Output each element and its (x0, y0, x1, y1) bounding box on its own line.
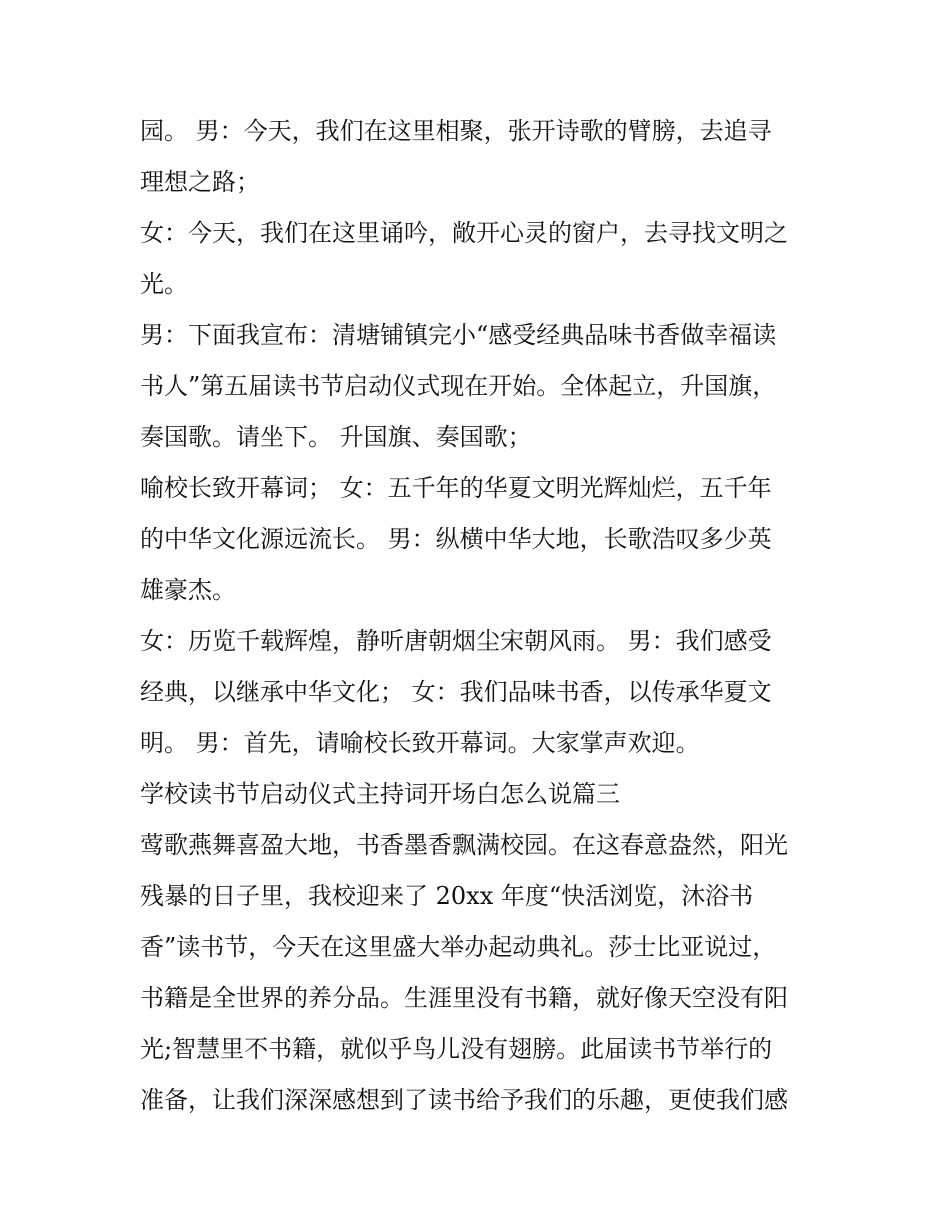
text-line: 书人”第五届读书节启动仪式现在开始。全体起立，升国旗， (140, 372, 777, 400)
text-line: 残暴的日子里，我校迎来了 20xx 年度“快活浏览，沐浴书 (140, 882, 754, 910)
text-line: 香”读书节，今天在这里盛大举办起动典礼。莎士比亚说过， (140, 933, 777, 961)
text-line: 明。 男：首先，请喻校长致开幕词。大家掌声欢迎。 (140, 729, 700, 757)
text-line: 女：今天，我们在这里诵吟，敞开心灵的窗户，去寻找文明之 (140, 219, 788, 247)
text-line: 园。 男：今天，我们在这里相聚，张开诗歌的臂膀，去追寻 (140, 117, 772, 145)
text-line: 经典，以继承中华文化； 女：我们品味书香，以传承华夏文 (140, 678, 772, 706)
text-line: 男：下面我宣布：清塘铺镇完小“感受经典品味书香做幸福读 (140, 321, 777, 349)
text-line: 准备，让我们深深感想到了读书给予我们的乐趣，更使我们感 (140, 1086, 788, 1114)
text-line: 光。 (140, 270, 188, 298)
text-line: 光;智慧里不书籍，就似乎鸟儿没有翅膀。此届读书节举行的 (140, 1035, 773, 1063)
text-line: 雄豪杰。 (140, 576, 236, 604)
text-line: 书籍是全世界的养分品。生涯里没有书籍，就好像天空没有阳 (140, 984, 788, 1012)
text-line: 奏国歌。请坐下。 升国旗、奏国歌； (140, 423, 532, 451)
body-text (140, 106, 830, 1126)
text-line: 理想之路； (140, 168, 260, 196)
text-line: 喻校长致开幕词； 女：五千年的华夏文明光辉灿烂，五千年 (140, 474, 772, 502)
text-line: 莺歌燕舞喜盈大地，书香墨香飘满校园。在这春意盎然，阳光 (140, 831, 788, 859)
text-line: 的中华文化源远流长。 男：纵横中华大地，长歌浩叹多少英 (140, 525, 772, 553)
text-line: 女：历览千载辉煌，静听唐朝烟尘宋朝风雨。 男：我们感受 (140, 627, 772, 655)
section-heading: 学校读书节启动仪式主持词开场白怎么说篇三 (140, 780, 620, 808)
